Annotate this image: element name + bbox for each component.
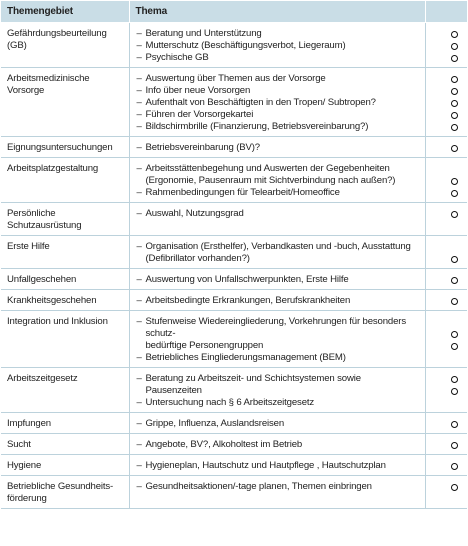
- area-label: Unfallgeschehen: [7, 274, 77, 285]
- circle-checkbox-icon[interactable]: [451, 421, 458, 428]
- checkbox-slot: [426, 109, 468, 121]
- dash-bullet: [137, 175, 146, 187]
- topic-item: [137, 97, 419, 109]
- checkbox-slot: [426, 385, 468, 397]
- topic-text: Hygieneplan, Hautschutz und Hautpflege , Hautschutzplan: [145, 460, 386, 471]
- table-row: [1, 413, 467, 434]
- topic-cell: [129, 269, 425, 290]
- area-label: Persönliche Schutzausrüstung: [7, 208, 82, 231]
- dash-bullet: –: [136, 142, 142, 153]
- topic-item: [137, 175, 419, 187]
- topic-text: Arbeitsbedingte Erkrankungen, Berufskrankheiten: [145, 295, 351, 306]
- dash-bullet: –: [136, 40, 142, 51]
- topic-text: Aufenthalt von Beschäftigten in den Tropen/ Subtropen?: [145, 97, 376, 108]
- circle-checkbox-icon[interactable]: [451, 190, 458, 197]
- topic-item: [137, 316, 419, 340]
- dash-bullet: –: [136, 481, 142, 492]
- topics-table: [1, 1, 467, 509]
- area-cell: [1, 137, 129, 158]
- checkbox-slot: [426, 295, 468, 307]
- checkbox-slot: [426, 274, 468, 286]
- checkbox-cell: [425, 413, 467, 434]
- topic-item: [137, 109, 419, 121]
- area-label: Eignungsuntersuchungen: [7, 142, 113, 153]
- dash-bullet: –: [136, 418, 142, 429]
- area-label: Krankheitsgeschehen: [7, 295, 97, 306]
- topic-text: Psychische GB: [145, 52, 209, 63]
- area-cell: [1, 23, 129, 68]
- checkbox-slot: [426, 97, 468, 109]
- topic-text: Stufenweise Wiedereingliederung, Vorkehrungen für besonders schutz-: [145, 316, 406, 339]
- area-cell: [1, 434, 129, 455]
- table-row: [1, 290, 467, 311]
- area-cell: [1, 311, 129, 368]
- topic-text: Gesundheitsaktionen/-tage planen, Themen einbringen: [145, 481, 372, 492]
- area-cell: [1, 455, 129, 476]
- circle-checkbox-icon[interactable]: [451, 388, 458, 395]
- area-cell: [1, 368, 129, 413]
- topic-text: Untersuchung nach § 6 Arbeitszeitgesetz: [145, 397, 315, 408]
- dash-bullet: [137, 253, 146, 265]
- table-row: [1, 68, 467, 137]
- topic-item: [137, 208, 419, 220]
- checkbox-cell: [425, 236, 467, 269]
- dash-bullet: –: [136, 316, 142, 327]
- topic-cell: [129, 23, 425, 68]
- area-cell: [1, 290, 129, 311]
- table-row: [1, 23, 467, 68]
- topic-item: [137, 187, 419, 199]
- circle-checkbox-icon[interactable]: [451, 298, 458, 305]
- table-row: [1, 203, 467, 236]
- area-label: Arbeitszeitgesetz: [7, 373, 78, 384]
- circle-checkbox-icon[interactable]: [451, 331, 458, 338]
- area-label: Sucht: [7, 439, 31, 450]
- circle-checkbox-icon[interactable]: [451, 76, 458, 83]
- checkbox-slot: [426, 40, 468, 52]
- topic-text: Arbeitsstättenbegehung und Auswerten der Gegebenheiten: [145, 163, 390, 174]
- topic-item: [137, 373, 419, 397]
- dash-bullet: –: [136, 295, 142, 306]
- checkbox-slot: [426, 52, 468, 64]
- checkbox-cell: [425, 476, 467, 509]
- topic-text: Mutterschutz (Beschäftigungsverbot, Liegeraum): [145, 40, 346, 51]
- topic-text: Führen der Vorsorgekartei: [145, 109, 254, 120]
- circle-checkbox-icon[interactable]: [451, 100, 458, 107]
- topic-text: Bildschirmbrille (Finanzierung, Betriebsvereinbarung?): [145, 121, 369, 132]
- topic-item: [137, 241, 419, 253]
- checkbox-cell: [425, 290, 467, 311]
- area-label: Erste Hilfe: [7, 241, 50, 252]
- checkbox-cell: [425, 137, 467, 158]
- area-cell: [1, 476, 129, 509]
- area-cell: [1, 158, 129, 203]
- topic-cell: [129, 290, 425, 311]
- topic-cell: [129, 137, 425, 158]
- topic-text: Auswahl, Nutzungsgrad: [145, 208, 244, 219]
- area-label: Hygiene: [7, 460, 42, 471]
- table-row: [1, 137, 467, 158]
- topic-text: Auswertung über Themen aus der Vorsorge: [145, 73, 326, 84]
- circle-checkbox-icon[interactable]: [451, 277, 458, 284]
- topic-item: [137, 352, 419, 364]
- topic-cell: [129, 476, 425, 509]
- topic-item: [137, 142, 419, 154]
- topic-item: [137, 40, 419, 52]
- table-row: [1, 476, 467, 509]
- circle-checkbox-icon[interactable]: [451, 463, 458, 470]
- circle-checkbox-icon[interactable]: [451, 442, 458, 449]
- dash-bullet: –: [136, 352, 142, 363]
- topic-cell: [129, 236, 425, 269]
- checkbox-cell: [425, 203, 467, 236]
- area-cell: [1, 269, 129, 290]
- dash-bullet: –: [136, 109, 142, 120]
- circle-checkbox-icon[interactable]: [451, 88, 458, 95]
- topic-item: [137, 52, 419, 64]
- topic-text: Info über neue Vorsorgen: [145, 85, 251, 96]
- topic-text: Auswertung von Unfallschwerpunkten, Erste Hilfe: [145, 274, 349, 285]
- topic-item: [137, 439, 419, 451]
- dash-bullet: –: [136, 121, 142, 132]
- topic-item: [137, 28, 419, 40]
- area-label: Arbeitsplatzgestaltung: [7, 163, 99, 174]
- area-label: Integration und Inklusion: [7, 316, 108, 327]
- dash-bullet: [137, 340, 146, 352]
- topic-text: Angebote, BV?, Alkoholtest im Betrieb: [145, 439, 303, 450]
- circle-checkbox-icon[interactable]: [451, 211, 458, 218]
- checkbox-slot: [426, 121, 468, 133]
- checkbox-cell: [425, 434, 467, 455]
- topic-cell: [129, 203, 425, 236]
- checkbox-slot: [426, 253, 468, 265]
- topic-cell: [129, 455, 425, 476]
- dash-bullet: –: [136, 397, 142, 408]
- table-row: [1, 368, 467, 413]
- table-row: [1, 158, 467, 203]
- topic-item: [137, 340, 419, 352]
- area-label: Arbeitsmedizinische Vorsorge: [7, 73, 90, 96]
- dash-bullet: –: [136, 187, 142, 198]
- topic-cell: [129, 158, 425, 203]
- topic-column-header: Thema: [129, 1, 425, 23]
- area-label: förderung: [7, 493, 47, 504]
- checkbox-slot: [426, 340, 468, 352]
- area-label: Betriebliche Gesundheits-: [7, 481, 114, 492]
- checkbox-slot: [426, 481, 468, 493]
- area-cell: [1, 203, 129, 236]
- checkbox-slot: [426, 373, 468, 385]
- topic-cell: [129, 368, 425, 413]
- circle-checkbox-icon[interactable]: [451, 43, 458, 50]
- circle-checkbox-icon[interactable]: [451, 145, 458, 152]
- topic-text: Organisation (Ersthelfer), Verbandkasten und -buch, Ausstattung: [145, 241, 411, 252]
- area-column-header: Themengebiet: [1, 1, 129, 23]
- table-body: [1, 23, 467, 509]
- dash-bullet: –: [136, 274, 142, 285]
- table-row: [1, 236, 467, 269]
- checkbox-cell: [425, 311, 467, 368]
- topic-item: [137, 253, 419, 265]
- topic-item: [137, 121, 419, 133]
- checkbox-slot: [426, 241, 468, 253]
- topic-item: [137, 295, 419, 307]
- circle-checkbox-icon[interactable]: [451, 112, 458, 119]
- area-label: Impfungen: [7, 418, 51, 429]
- topic-item: [137, 163, 419, 175]
- checkbox-cell: [425, 23, 467, 68]
- area-cell: [1, 68, 129, 137]
- checkbox-cell: [425, 269, 467, 290]
- circle-checkbox-icon[interactable]: [451, 256, 458, 263]
- topic-text: Rahmenbedingungen für Telearbeit/Homeoffice: [145, 187, 340, 198]
- checkbox-slot: [426, 460, 468, 472]
- topic-text: Beratung zu Arbeitszeit- und Schichtsystemen sowie Pausenzeiten: [145, 373, 361, 396]
- checkbox-slot: [426, 328, 468, 340]
- checkbox-slot: [426, 187, 468, 199]
- checkbox-slot: [426, 142, 468, 154]
- topic-cell: [129, 311, 425, 368]
- checkbox-slot: [426, 28, 468, 40]
- dash-bullet: –: [136, 241, 142, 252]
- area-cell: [1, 236, 129, 269]
- checkbox-slot: [426, 316, 468, 328]
- circle-checkbox-icon[interactable]: [451, 376, 458, 383]
- circle-checkbox-icon[interactable]: [451, 178, 458, 185]
- checkbox-slot: [426, 208, 468, 220]
- dash-bullet: –: [136, 373, 142, 384]
- header-row: [1, 1, 467, 23]
- table-row: [1, 455, 467, 476]
- table-row: [1, 434, 467, 455]
- topic-text: Grippe, Influenza, Auslandsreisen: [145, 418, 285, 429]
- table-row: [1, 269, 467, 290]
- checkbox-cell: [425, 455, 467, 476]
- checkbox-cell: [425, 68, 467, 137]
- circle-checkbox-icon[interactable]: [451, 55, 458, 62]
- checkbox-cell: [425, 368, 467, 413]
- checkbox-slot: [426, 175, 468, 187]
- circle-checkbox-icon[interactable]: [451, 343, 458, 350]
- circle-checkbox-icon[interactable]: [451, 484, 458, 491]
- dash-bullet: –: [136, 28, 142, 39]
- circle-checkbox-icon[interactable]: [451, 124, 458, 131]
- checkbox-slot: [426, 163, 468, 175]
- topic-text: Betriebliches Eingliederungsmanagement (BEM): [145, 352, 346, 363]
- topic-text: (Defibrillator vorhanden?): [145, 253, 250, 264]
- topic-text: (Ergonomie, Pausenraum mit Sichtverbindung nach außen?): [145, 175, 396, 186]
- checkbox-slot: [426, 439, 468, 451]
- dash-bullet: –: [136, 460, 142, 471]
- topic-item: [137, 481, 419, 493]
- topic-text: Beratung und Unterstützung: [145, 28, 262, 39]
- topic-item: [137, 397, 419, 409]
- dash-bullet: –: [136, 208, 142, 219]
- dash-bullet: –: [136, 73, 142, 84]
- checkbox-slot: [426, 418, 468, 430]
- topic-cell: [129, 413, 425, 434]
- dash-bullet: –: [136, 439, 142, 450]
- area-cell: [1, 413, 129, 434]
- topic-item: [137, 460, 419, 472]
- topic-item: [137, 274, 419, 286]
- topic-text: bedürftige Personengruppen: [145, 340, 264, 351]
- table-row: [1, 311, 467, 368]
- topic-cell: [129, 68, 425, 137]
- topic-text: Betriebsvereinbarung (BV)?: [145, 142, 260, 153]
- checkbox-slot: [426, 85, 468, 97]
- topic-item: [137, 85, 419, 97]
- topic-item: [137, 418, 419, 430]
- dash-bullet: –: [136, 52, 142, 63]
- circle-checkbox-icon[interactable]: [451, 31, 458, 38]
- area-label: Gefährdungsbeurteilung (GB): [7, 28, 107, 51]
- topic-cell: [129, 434, 425, 455]
- topic-item: [137, 73, 419, 85]
- dash-bullet: –: [136, 85, 142, 96]
- checkbox-cell: [425, 158, 467, 203]
- dash-bullet: –: [136, 163, 142, 174]
- check-column-header: [425, 1, 467, 23]
- checkbox-slot: [426, 73, 468, 85]
- dash-bullet: –: [136, 97, 142, 108]
